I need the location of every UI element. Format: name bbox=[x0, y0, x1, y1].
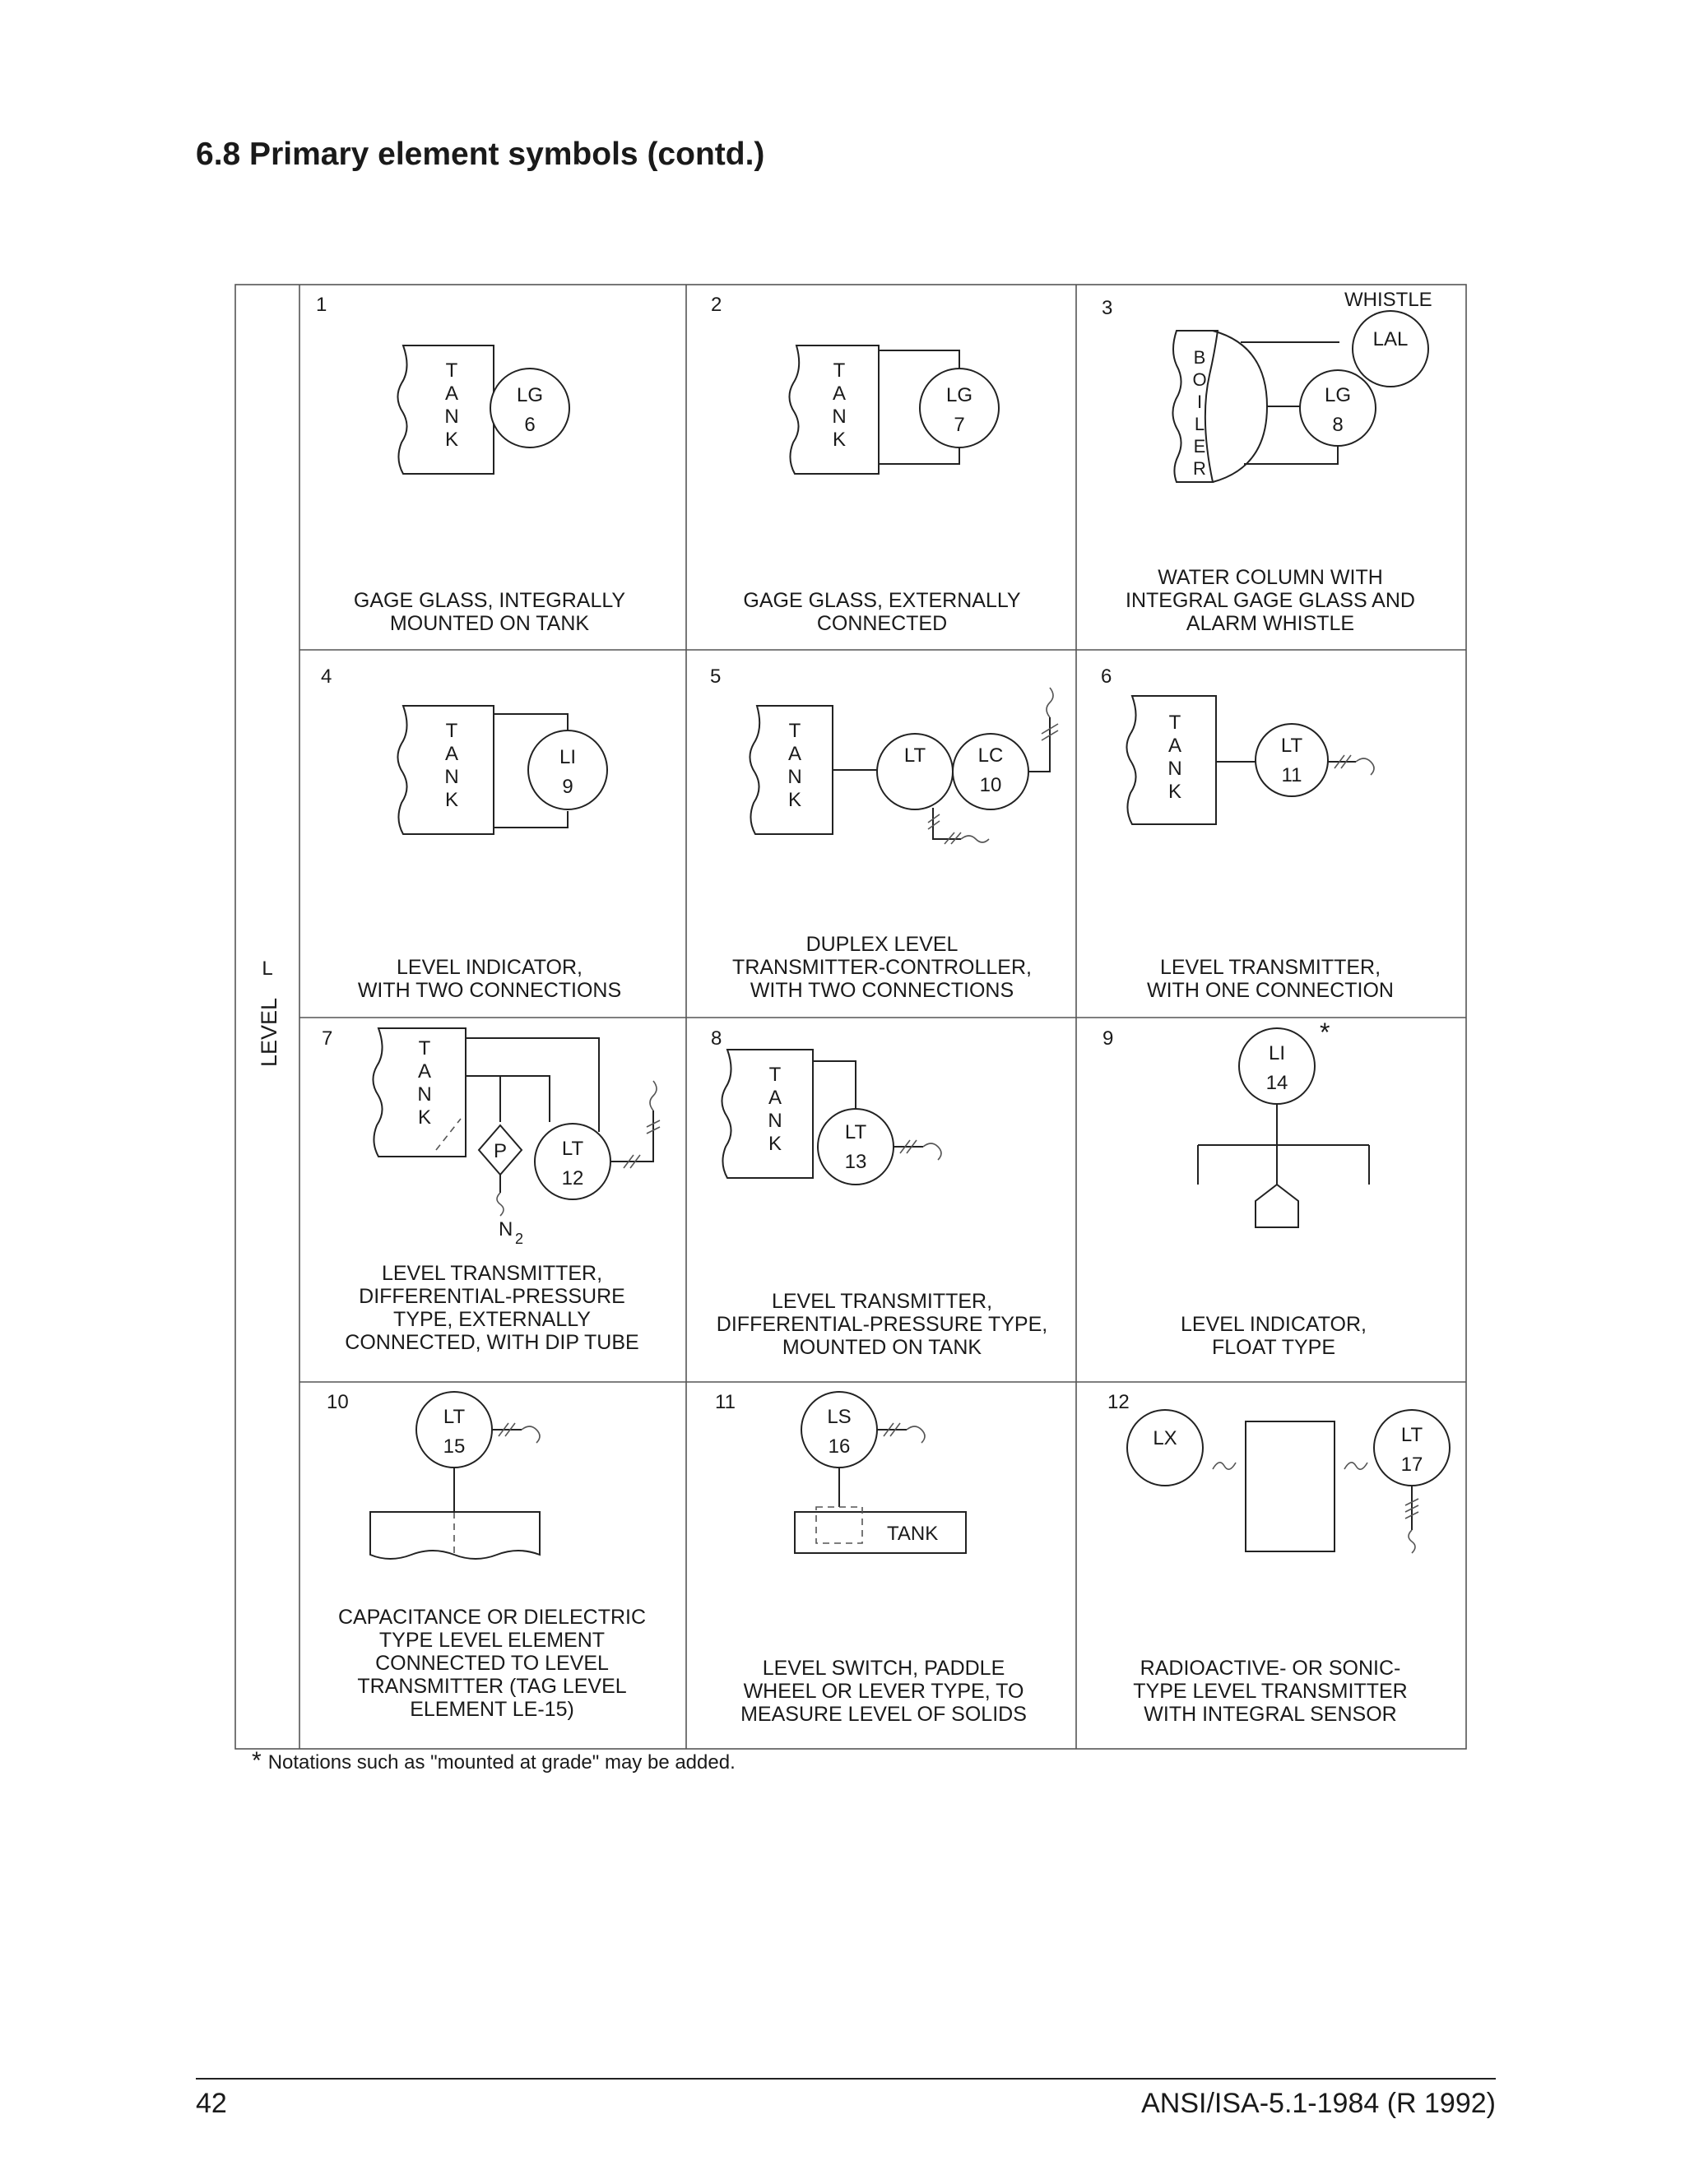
cell-number: 3 bbox=[1102, 297, 1113, 319]
caption-line: DIFFERENTIAL-PRESSURE bbox=[359, 1285, 625, 1308]
svg-text:E: E bbox=[1193, 436, 1206, 457]
cell-numbers bbox=[316, 294, 1130, 1413]
tank-label bbox=[1167, 712, 1181, 803]
svg-text:A: A bbox=[444, 383, 459, 405]
page-number: 42 bbox=[196, 2088, 227, 2119]
bubble-a-tag: LX bbox=[1153, 1427, 1177, 1449]
symbol-radioactive-sonic-transmitter bbox=[1127, 1410, 1450, 1553]
caption-line: MOUNTED ON TANK bbox=[782, 1336, 982, 1359]
cell-number: 6 bbox=[1101, 665, 1112, 688]
svg-text:T: T bbox=[445, 359, 458, 382]
bubble-loop: 10 bbox=[979, 774, 1002, 796]
svg-text:N: N bbox=[832, 406, 847, 428]
caption-line: CONNECTED TO LEVEL bbox=[375, 1652, 609, 1675]
svg-text:I: I bbox=[1196, 392, 1203, 412]
page-title: 6.8 Primary element symbols (contd.) bbox=[196, 137, 765, 172]
bubble-tag: LT bbox=[1400, 1424, 1423, 1446]
svg-text:A: A bbox=[444, 743, 459, 765]
caption-line: LEVEL INDICATOR, bbox=[397, 956, 583, 979]
bubble-tag: LT bbox=[561, 1138, 584, 1160]
symbol-water-column bbox=[1172, 289, 1432, 482]
symbol-gage-glass-integral bbox=[397, 345, 569, 474]
caption-line: WATER COLUMN WITH bbox=[1158, 566, 1383, 589]
document-id: ANSI/ISA-5.1-1984 (R 1992) bbox=[1141, 2088, 1496, 2119]
svg-text:N: N bbox=[444, 766, 459, 788]
caption-line: GAGE GLASS, INTEGRALLY bbox=[353, 589, 626, 612]
footnote bbox=[252, 1747, 736, 1775]
caption-line: WITH TWO CONNECTIONS bbox=[750, 979, 1014, 1002]
tank-label bbox=[768, 1064, 782, 1155]
cell-number: 5 bbox=[710, 665, 722, 688]
svg-text:A: A bbox=[832, 383, 847, 405]
svg-text:B: B bbox=[1193, 347, 1206, 368]
caption-line: ALARM WHISTLE bbox=[1186, 612, 1355, 635]
cell-number: 4 bbox=[321, 665, 332, 688]
bubble-loop: 6 bbox=[524, 414, 536, 436]
svg-text:K: K bbox=[1167, 781, 1182, 803]
caption-line: DUPLEX LEVEL bbox=[805, 933, 959, 956]
caption-line: CONNECTED, WITH DIP TUBE bbox=[345, 1331, 639, 1354]
bubble-loop: 7 bbox=[954, 414, 965, 436]
svg-text:O: O bbox=[1192, 369, 1207, 390]
caption-line: LEVEL SWITCH, PADDLE bbox=[762, 1657, 1005, 1680]
cell-number: 2 bbox=[711, 294, 722, 316]
svg-text:T: T bbox=[788, 720, 801, 742]
caption-line: TYPE LEVEL ELEMENT bbox=[378, 1629, 606, 1652]
bubble-loop: 14 bbox=[1265, 1072, 1288, 1094]
bubble-loop: 16 bbox=[828, 1435, 851, 1458]
tank-label: TANK bbox=[887, 1523, 939, 1545]
footnote-star: * bbox=[252, 1747, 262, 1774]
cell-number: 12 bbox=[1107, 1391, 1130, 1413]
cell-number: 1 bbox=[316, 294, 327, 316]
tank-label bbox=[444, 359, 458, 451]
svg-text:A: A bbox=[1167, 735, 1182, 757]
bubble-loop: 9 bbox=[562, 776, 573, 798]
cell-number: 7 bbox=[322, 1027, 333, 1050]
svg-text:T: T bbox=[768, 1064, 782, 1086]
bubble-tag: LT bbox=[443, 1406, 466, 1428]
caption-line: WITH ONE CONNECTION bbox=[1147, 979, 1394, 1002]
bubble-tag: LI bbox=[1268, 1042, 1286, 1064]
bubble-tag: LS bbox=[827, 1406, 852, 1428]
caption-line: TRANSMITTER-CONTROLLER, bbox=[732, 956, 1032, 979]
svg-text:T: T bbox=[418, 1037, 431, 1060]
svg-text:A: A bbox=[417, 1060, 432, 1083]
side-letter: L bbox=[262, 958, 273, 980]
svg-text:N: N bbox=[1167, 758, 1182, 780]
caption-line: INTEGRAL GAGE GLASS AND bbox=[1126, 589, 1415, 612]
caption-line: DIFFERENTIAL-PRESSURE TYPE, bbox=[716, 1313, 1048, 1336]
svg-text:T: T bbox=[1168, 712, 1181, 734]
caption-line: FLOAT TYPE bbox=[1211, 1336, 1336, 1359]
caption-line: LEVEL TRANSMITTER, bbox=[1159, 956, 1381, 979]
symbol-dp-transmitter-dip-tube bbox=[373, 1028, 660, 1247]
svg-text:K: K bbox=[768, 1133, 782, 1155]
caption-line: LEVEL INDICATOR, bbox=[1181, 1313, 1367, 1336]
svg-text:K: K bbox=[444, 429, 459, 451]
side-label: LEVEL bbox=[257, 997, 281, 1068]
caption-line: WHEEL OR LEVER TYPE, TO bbox=[743, 1680, 1024, 1703]
bubble-loop: 13 bbox=[844, 1151, 867, 1173]
symbol-duplex-transmitter-controller bbox=[750, 688, 1058, 844]
diamond-label: P bbox=[493, 1140, 508, 1162]
symbol-level-transmitter-one-connection bbox=[1126, 696, 1374, 824]
footnote-text: Notations such as "mounted at grade" may be added. bbox=[267, 1751, 736, 1774]
svg-text:T: T bbox=[833, 359, 846, 382]
bubble-loop: 12 bbox=[561, 1167, 584, 1189]
bubble-loop: 17 bbox=[1400, 1454, 1423, 1476]
caption-line: WITH TWO CONNECTIONS bbox=[357, 979, 622, 1002]
caption-line: TRANSMITTER (TAG LEVEL bbox=[357, 1675, 627, 1698]
gas-subscript: 2 bbox=[515, 1231, 524, 1247]
caption-line: ELEMENT LE-15) bbox=[410, 1698, 574, 1721]
svg-text:K: K bbox=[787, 789, 802, 811]
tank-label bbox=[444, 720, 458, 811]
footer-divider bbox=[196, 2078, 1496, 2080]
svg-text:K: K bbox=[832, 429, 847, 451]
bubble-a-tag: LT bbox=[903, 744, 926, 767]
alarm-bubble-tag: LAL bbox=[1372, 328, 1409, 350]
caption-line: WITH INTEGRAL SENSOR bbox=[1144, 1703, 1397, 1726]
whistle-label: WHISTLE bbox=[1344, 289, 1432, 311]
gas-label: N bbox=[499, 1218, 513, 1240]
bubble-tag: LI bbox=[559, 746, 577, 768]
caption-line: MEASURE LEVEL OF SOLIDS bbox=[740, 1703, 1027, 1726]
svg-text:N: N bbox=[417, 1083, 432, 1106]
caption-line: TYPE, EXTERNALLY bbox=[393, 1308, 591, 1331]
star-mark: * bbox=[1320, 1018, 1330, 1047]
bubble-tag: LT bbox=[1280, 735, 1303, 757]
cell-number: 9 bbox=[1102, 1027, 1114, 1050]
cell-number: 10 bbox=[327, 1391, 349, 1413]
symbol-level-indicator bbox=[397, 706, 607, 834]
bubble-tag: LC bbox=[977, 744, 1004, 767]
symbol-paddle-level-switch bbox=[795, 1392, 966, 1553]
svg-text:K: K bbox=[444, 789, 459, 811]
svg-text:K: K bbox=[417, 1106, 432, 1129]
caption-line: MOUNTED ON TANK bbox=[389, 612, 590, 635]
tank-label bbox=[832, 359, 846, 451]
tank-label bbox=[417, 1037, 431, 1129]
cell-number: 8 bbox=[711, 1027, 722, 1050]
bubble-tag: LT bbox=[844, 1121, 867, 1143]
bubble-loop: 8 bbox=[1332, 414, 1344, 436]
symbol-capacitance-element bbox=[370, 1392, 540, 1559]
bubble-tag: LG bbox=[516, 384, 544, 406]
caption-line: GAGE GLASS, EXTERNALLY bbox=[743, 589, 1021, 612]
svg-text:T: T bbox=[445, 720, 458, 742]
caption-line: RADIOACTIVE- OR SONIC- bbox=[1140, 1657, 1401, 1680]
symbol-dp-transmitter-tank-mounted bbox=[722, 1050, 941, 1185]
caption-line: LEVEL TRANSMITTER, bbox=[381, 1262, 603, 1285]
caption-line: LEVEL TRANSMITTER, bbox=[771, 1290, 993, 1313]
svg-text:N: N bbox=[444, 406, 459, 428]
caption-line: CAPACITANCE OR DIELECTRIC bbox=[337, 1606, 647, 1629]
bubble-loop: 15 bbox=[443, 1435, 466, 1458]
svg-text:A: A bbox=[768, 1087, 782, 1109]
tank-label bbox=[787, 720, 801, 811]
bubble-loop: 11 bbox=[1281, 764, 1302, 786]
caption-line: CONNECTED bbox=[816, 612, 948, 635]
table-grid bbox=[235, 285, 1466, 1749]
svg-text:R: R bbox=[1193, 458, 1206, 479]
bubble-tag: LG bbox=[1324, 384, 1352, 406]
svg-text:L: L bbox=[1194, 414, 1205, 434]
symbol-float-level-indicator bbox=[1198, 1018, 1369, 1227]
bubble-tag: LG bbox=[945, 384, 973, 406]
caption-line: TYPE LEVEL TRANSMITTER bbox=[1133, 1680, 1408, 1703]
cell-number: 11 bbox=[715, 1391, 736, 1413]
svg-text:A: A bbox=[787, 743, 802, 765]
symbol-gage-glass-external bbox=[789, 345, 999, 474]
svg-text:N: N bbox=[787, 766, 802, 788]
svg-text:N: N bbox=[768, 1110, 782, 1132]
